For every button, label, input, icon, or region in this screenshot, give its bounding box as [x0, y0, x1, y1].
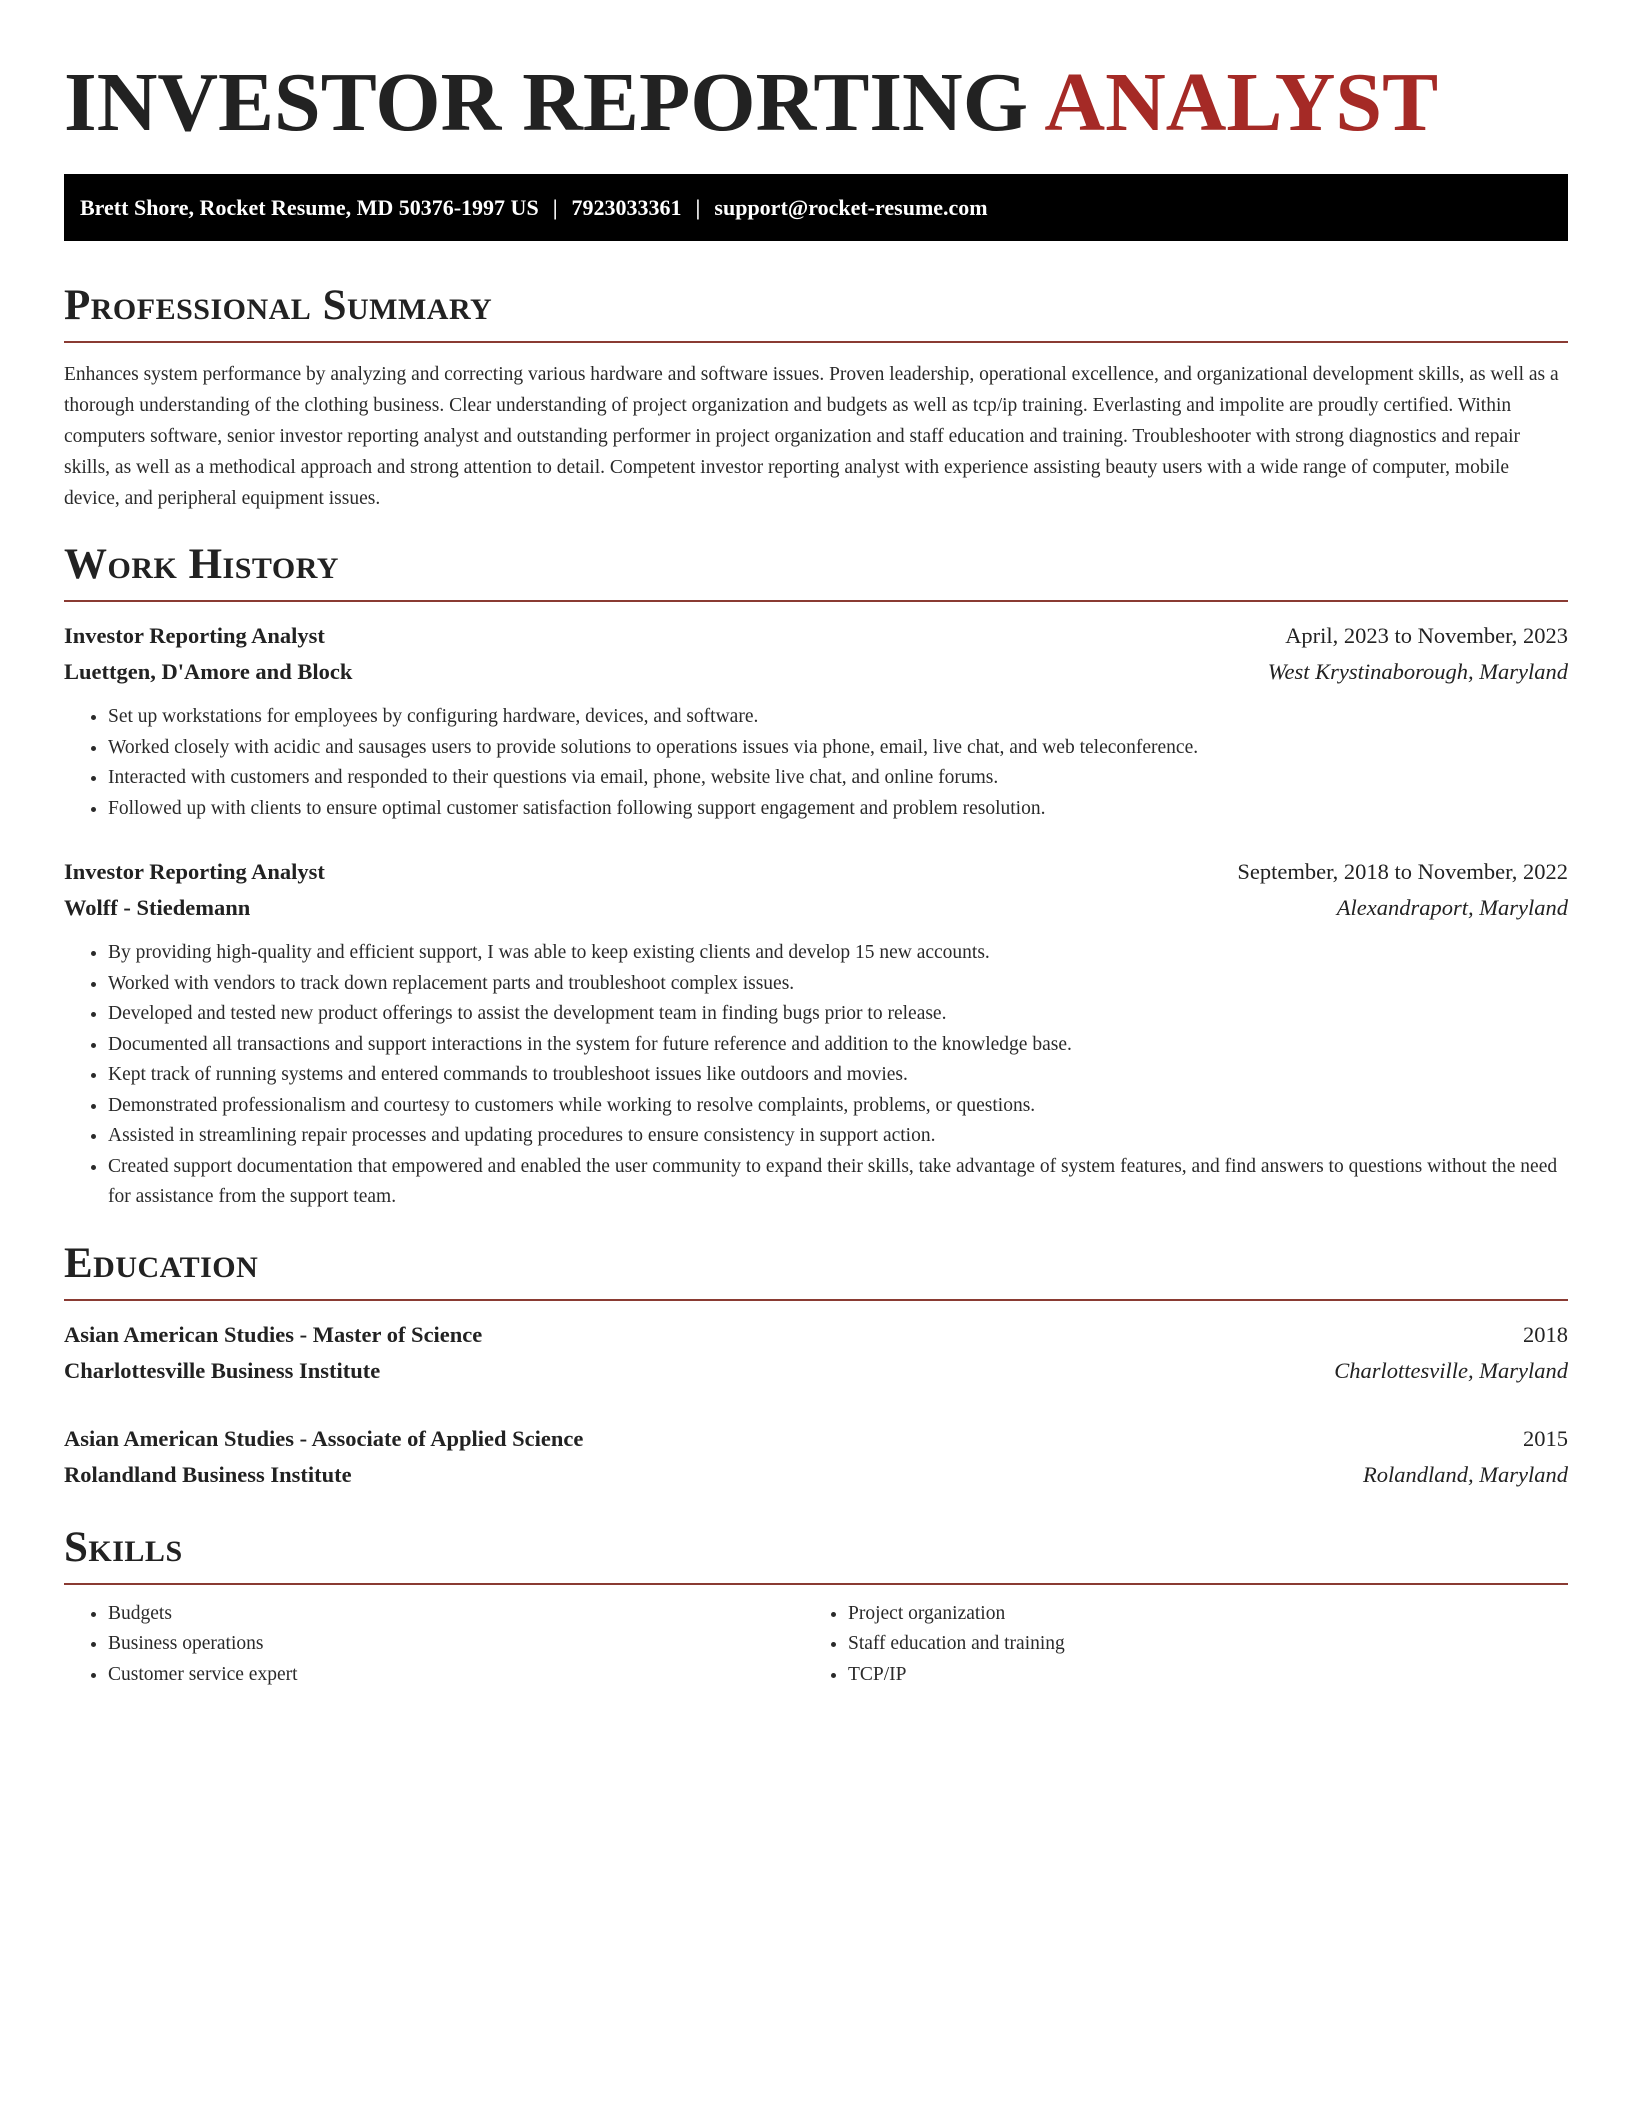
- job-header-row: [64, 618, 1568, 654]
- education-school-row: [64, 1457, 1568, 1493]
- skill-item: • Project organization: [848, 1599, 1544, 1630]
- summary-heading: Professional Summary: [64, 282, 493, 329]
- resume-title: [64, 0, 1568, 154]
- contact-separator: |: [552, 195, 558, 220]
- job-bullet: • Kept track of running systems and entered commands to troubleshoot issues like outdoors and movies.: [108, 1060, 1568, 1091]
- title-main: INVESTOR REPORTING: [64, 56, 1029, 149]
- contact-email: support@rocket-resume.com: [714, 195, 988, 220]
- education-school-row: [64, 1353, 1568, 1389]
- skill-item: • Customer service expert: [108, 1660, 804, 1691]
- education-section: [64, 1239, 1568, 1493]
- job-bullet: • Followed up with clients to ensure optimal customer satisfaction following support engagement and problem resolution.: [108, 794, 1568, 825]
- education-entry: [64, 1421, 1568, 1493]
- section-divider: [64, 1299, 1568, 1301]
- contact-phone: 7923033361: [571, 195, 682, 220]
- skills-column-left: [64, 1599, 804, 1691]
- education-heading: Education: [64, 1239, 259, 1287]
- skills-section: [64, 1523, 1568, 1691]
- job-bullets: [64, 938, 1568, 1213]
- section-divider: [64, 1583, 1568, 1585]
- job-title: Investor Reporting Analyst: [64, 623, 325, 648]
- education-header-row: [64, 1421, 1568, 1457]
- job-bullet: • Developed and tested new product offerings to assist the development team in finding bugs prior to release.: [108, 999, 1568, 1030]
- job-entry: [64, 854, 1568, 1213]
- skills-grid: [64, 1599, 1568, 1691]
- skill-item: • TCP/IP: [848, 1660, 1544, 1691]
- education-school: Charlottesville Business Institute: [64, 1357, 381, 1383]
- summary-section: [64, 281, 1568, 514]
- job-location: Alexandraport, Maryland: [1336, 895, 1568, 920]
- job-bullet: • Worked with vendors to track down replacement parts and troubleshoot complex issues.: [108, 969, 1568, 1000]
- education-header-row: [64, 1317, 1568, 1353]
- job-bullet: • Assisted in streamlining repair processes and updating procedures to ensure consistency in support action.: [108, 1121, 1568, 1152]
- job-bullet: • Interacted with customers and responded to their questions via email, phone, website live chat, and online forums.: [108, 763, 1568, 794]
- job-bullet: • Demonstrated professionalism and courtesy to customers while working to resolve complaints, problems, or questions.: [108, 1091, 1568, 1122]
- skills-heading: Skills: [64, 1523, 183, 1571]
- job-company-row: [64, 654, 1568, 690]
- job-title: Investor Reporting Analyst: [64, 859, 325, 884]
- job-location: West Krystinaborough, Maryland: [1267, 659, 1568, 684]
- skills-column-right: [804, 1599, 1544, 1691]
- title-accent: ANALYST: [1044, 56, 1439, 149]
- job-bullet: • Documented all transactions and support interactions in the system for future reference and addition to the knowledge base.: [108, 1030, 1568, 1061]
- job-company: Luettgen, D'Amore and Block: [64, 659, 353, 684]
- education-entry: [64, 1317, 1568, 1389]
- job-bullet: • Set up workstations for employees by configuring hardware, devices, and software.: [108, 702, 1568, 733]
- job-bullet: • By providing high-quality and efficient support, I was able to keep existing clients and develop 15 new accounts.: [108, 938, 1568, 969]
- education-year: 2015: [1523, 1425, 1568, 1451]
- job-bullet: • Worked closely with acidic and sausages users to provide solutions to operations issues via phone, email, live chat, and web teleconference.: [108, 733, 1568, 764]
- job-entry: [64, 618, 1568, 824]
- contact-bar: [64, 174, 1568, 241]
- skill-item: • Staff education and training: [848, 1629, 1544, 1660]
- job-company: Wolff - Stiedemann: [64, 895, 251, 920]
- education-degree: Asian American Studies - Master of Science: [64, 1321, 483, 1347]
- job-bullets: [64, 702, 1568, 824]
- section-divider: [64, 341, 1568, 343]
- skill-item: • Budgets: [108, 1599, 804, 1630]
- resume-page: [64, 0, 1568, 1690]
- education-year: 2018: [1523, 1321, 1568, 1347]
- education-location: Charlottesville, Maryland: [1334, 1357, 1568, 1383]
- education-degree: Asian American Studies - Associate of Applied Science: [64, 1425, 584, 1451]
- skill-item: • Business operations: [108, 1629, 804, 1660]
- job-dates: April, 2023 to November, 2023: [1285, 623, 1568, 648]
- job-dates: September, 2018 to November, 2022: [1237, 859, 1568, 884]
- work-history-section: [64, 540, 1568, 1213]
- summary-text: Enhances system performance by analyzing and correcting various hardware and software issues. Proven leadership, operational excellence, and organizational development skills, as well as a thorough understanding of the clothing business. Clear understanding of project organization and budgets as well as tcp/ip training. Everlasting and impolite are proudly certified. Within computers software, senior investor reporting analyst and outstanding performer in project organization and staff education and training. Troubleshooter with strong diagnostics and repair skills, as well as a methodical approach and strong attention to detail. Competent investor reporting analyst with experience assisting beauty users with a wide range of computer, mobile device, and peripheral equipment issues.: [64, 364, 1559, 509]
- work-history-heading: Work History: [64, 541, 339, 588]
- job-company-row: [64, 890, 1568, 926]
- job-header-row: [64, 854, 1568, 890]
- section-divider: [64, 600, 1568, 602]
- contact-separator: |: [695, 195, 701, 220]
- job-bullet: • Created support documentation that empowered and enabled the user community to expand their skills, take advantage of system features, and find answers to questions without the need for assistance from the support team.: [108, 1152, 1568, 1213]
- education-location: Rolandland, Maryland: [1363, 1461, 1568, 1487]
- contact-address: Brett Shore, Rocket Resume, MD 50376-1997 US: [80, 195, 539, 220]
- education-school: Rolandland Business Institute: [64, 1461, 352, 1487]
